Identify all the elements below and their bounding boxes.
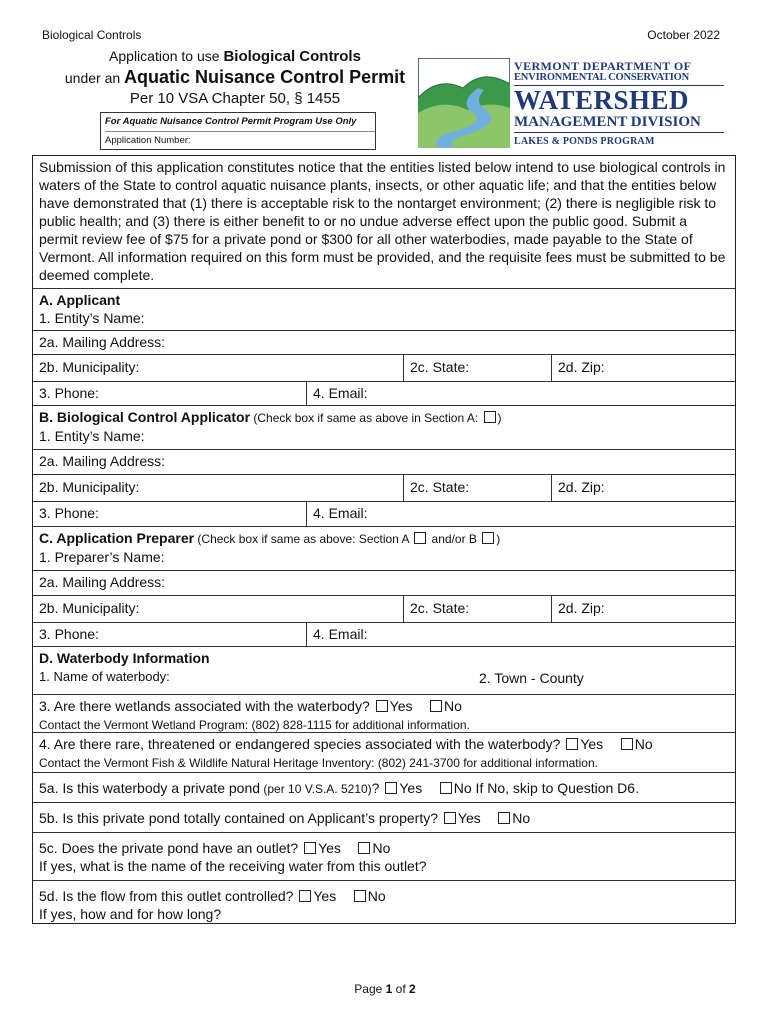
section-b-note-end: )	[497, 411, 502, 425]
species-no-label: No	[634, 736, 653, 752]
pond-contained-yes-label: Yes	[457, 810, 481, 826]
section-a-email-field[interactable]	[306, 382, 735, 405]
wetlands-no-label: No	[444, 698, 462, 714]
section-b-state-field[interactable]	[403, 475, 551, 501]
dec-logo	[418, 58, 718, 150]
section-c-name-row[interactable]	[33, 526, 735, 570]
wetlands-yes-label: Yes	[389, 698, 413, 714]
section-c-state-label: 2c. State:	[410, 600, 470, 616]
section-a-entity-name-label: 1. Entity’s Name:	[39, 310, 145, 326]
section-b-state-label: 2c. State:	[410, 479, 470, 495]
section-a-contact-row	[33, 381, 735, 405]
section-b-municipality-label: 2b. Municipality:	[39, 479, 140, 495]
title-line1-prefix: Application to use	[109, 48, 224, 64]
section-a-state-field[interactable]	[403, 355, 551, 381]
section-d-title: D. Waterbody Information	[39, 650, 210, 666]
private-pond-yes-checkbox[interactable]	[385, 782, 397, 794]
species-question: 4. Are there rare, threatened or endangered species associated with the waterbody?	[39, 736, 561, 752]
section-b-zip-label: 2d. Zip:	[558, 479, 605, 495]
section-c-state-field[interactable]	[403, 596, 551, 622]
private-pond-question: 5a. Is this waterbody a private pond	[39, 780, 261, 796]
title-line2-prefix: under an	[64, 70, 125, 86]
section-d-waterbody-row[interactable]	[33, 646, 735, 694]
pond-outlet-yes-checkbox[interactable]	[304, 842, 316, 854]
landscape-logo-icon	[418, 58, 510, 148]
section-b-title: B. Biological Control Applicator	[39, 409, 251, 425]
section-a-name-row[interactable]	[33, 288, 735, 330]
title-line2-bold: Aquatic Nuisance Control Permit	[124, 67, 406, 87]
intro-paragraph: Submission of this application constitutes notice that the entities listed below intend to use biological controls in waters of the State to control aquatic nuisance plants, insects, or other aquatic life; and that the entities below have demonstrated that (1) there is acceptable risk to the nontarget environment; (2) there is negligible risk to public health; and (3) there is either benefit to or no undue adverse effect upon the public good. Submit a permit review fee of $75 for a private pond or $300 for all other waterbodies, made payable to the State of Vermont. All information required on this form must be provided, and the requisite fees must be submitted to be deemed complete.	[39, 159, 726, 283]
section-a-email-label: 4. Email:	[313, 385, 368, 401]
section-a-state-label: 2c. State:	[410, 359, 470, 375]
species-yes-checkbox[interactable]	[566, 738, 578, 750]
town-county-number: 2.	[479, 670, 491, 686]
section-b-address-row[interactable]	[33, 449, 735, 474]
section-c-phone-field[interactable]	[33, 623, 306, 646]
section-a-address-label: 2a. Mailing Address:	[39, 334, 166, 350]
section-c-location-row	[33, 595, 735, 622]
section-b-municipality-field[interactable]	[33, 475, 403, 501]
section-c-address-label: 2a. Mailing Address:	[39, 574, 166, 590]
wetlands-no-checkbox[interactable]	[430, 700, 442, 712]
section-c-zip-label: 2d. Zip:	[558, 600, 605, 616]
pond-outlet-no-checkbox[interactable]	[358, 842, 370, 854]
section-c-note-mid: and/or B	[428, 532, 481, 546]
section-c-municipality-label: 2b. Municipality:	[39, 600, 140, 616]
header-date: October 2022	[647, 28, 720, 42]
wetlands-question: 3. Are there wetlands associated with the waterbody?	[39, 698, 370, 714]
outlet-flow-duration-prompt: If yes, how and for how long?	[39, 906, 222, 922]
section-b-contact-row	[33, 501, 735, 526]
section-a-title: A. Applicant	[39, 292, 121, 308]
header-left: Biological Controls	[42, 28, 142, 42]
wetlands-contact-note: Contact the Vermont Wetland Program: (802) 828-1115 for additional information.	[39, 718, 470, 732]
footer-prefix: Page	[354, 982, 386, 996]
section-a-municipality-label: 2b. Municipality:	[39, 359, 140, 375]
private-pond-no-label: No	[453, 780, 472, 796]
pond-contained-no-label: No	[512, 810, 531, 826]
private-pond-no-checkbox[interactable]	[440, 782, 452, 794]
section-a-location-row	[33, 354, 735, 381]
page-footer	[0, 982, 770, 996]
private-pond-question-row	[33, 772, 735, 802]
species-question-row	[33, 732, 735, 772]
outlet-flow-yes-checkbox[interactable]	[299, 890, 311, 902]
page-number: 1	[385, 982, 393, 996]
program-use-box	[100, 112, 376, 150]
wetlands-question-row	[33, 694, 735, 732]
town-county-label: Town - County	[494, 670, 584, 686]
section-c-zip-field[interactable]	[551, 596, 735, 622]
section-c-preparer-name-label: 1. Preparer’s Name:	[39, 549, 165, 565]
title-line3: Per 10 VSA Chapter 50, § 1455	[129, 90, 341, 107]
private-pond-yes-label: Yes	[399, 780, 423, 796]
section-c-same-as-b-checkbox[interactable]	[482, 532, 494, 544]
application-form	[32, 155, 736, 924]
section-c-same-as-a-checkbox[interactable]	[414, 532, 426, 544]
section-a-phone-label: 3. Phone:	[39, 385, 99, 401]
private-pond-qmark: ?	[371, 780, 380, 796]
section-b-address-label: 2a. Mailing Address:	[39, 453, 166, 469]
pond-contained-question-row	[33, 802, 735, 832]
species-no-checkbox[interactable]	[621, 738, 633, 750]
footer-of: of	[392, 982, 410, 996]
logo-line2: ENVIRONMENTAL CONSERVATION	[514, 72, 724, 86]
private-pond-skip-note: If No, skip to Question D6.	[471, 780, 639, 796]
species-yes-label: Yes	[580, 736, 604, 752]
logo-line4: MANAGEMENT DIVISION	[514, 114, 724, 133]
section-c-municipality-field[interactable]	[33, 596, 403, 622]
section-c-email-field[interactable]	[306, 623, 735, 646]
receiving-water-prompt: If yes, what is the name of the receiving water from this outlet?	[39, 858, 427, 874]
pond-outlet-no-label: No	[372, 840, 391, 856]
section-a-phone-field[interactable]	[33, 382, 306, 405]
section-b-location-row	[33, 474, 735, 501]
logo-line3: WATERSHED	[514, 85, 690, 115]
application-number-field[interactable]: Application Number:	[105, 135, 191, 146]
section-c-title: C. Application Preparer	[39, 530, 195, 546]
logo-line5: LAKES & PONDS PROGRAM	[514, 136, 655, 147]
outlet-flow-no-label: No	[367, 888, 386, 904]
pond-outlet-question: 5c. Does the private pond have an outlet?	[39, 840, 299, 856]
section-b-zip-field[interactable]	[551, 475, 735, 501]
pond-contained-yes-checkbox[interactable]	[444, 812, 456, 824]
program-use-label: For Aquatic Nuisance Control Permit Program Use Only	[105, 113, 375, 132]
title-line1-bold: Biological Controls	[223, 48, 361, 65]
outlet-flow-no-checkbox[interactable]	[354, 890, 366, 902]
pond-outlet-question-row	[33, 832, 735, 880]
page-total: 2	[409, 982, 416, 996]
section-b-note: (Check box if same as above in Section A:	[250, 411, 482, 425]
section-c-address-row[interactable]	[33, 570, 735, 595]
outlet-flow-yes-label: Yes	[313, 888, 337, 904]
section-b-email-label: 4. Email:	[313, 505, 368, 521]
pond-contained-no-checkbox[interactable]	[498, 812, 510, 824]
species-contact-note: Contact the Vermont Fish & Wildlife Natural Heritage Inventory: (802) 241-3700 for additional information.	[39, 756, 598, 770]
section-c-contact-row	[33, 622, 735, 646]
section-c-phone-label: 3. Phone:	[39, 626, 99, 642]
pond-contained-question: 5b. Is this private pond totally contained on Applicant’s property?	[39, 810, 438, 826]
section-c-note: (Check box if same as above: Section A	[194, 532, 413, 546]
section-b-phone-label: 3. Phone:	[39, 505, 99, 521]
section-a-zip-field[interactable]	[551, 355, 735, 381]
section-c-email-label: 4. Email:	[313, 626, 368, 642]
pond-outlet-yes-label: Yes	[318, 840, 341, 856]
section-c-note-end: )	[496, 532, 501, 546]
section-b-email-field[interactable]	[306, 502, 735, 526]
waterbody-name-label: 1. Name of waterbody:	[39, 669, 170, 684]
section-a-municipality-field[interactable]	[33, 355, 403, 381]
section-b-name-row[interactable]	[33, 405, 735, 449]
outlet-flow-question-row	[33, 880, 735, 923]
section-a-zip-label: 2d. Zip:	[558, 359, 605, 375]
section-b-phone-field[interactable]	[33, 502, 306, 526]
form-title	[40, 48, 430, 107]
private-pond-statute: (per 10 V.S.A. 5210)	[260, 782, 372, 796]
wetlands-yes-checkbox[interactable]	[376, 700, 388, 712]
section-b-entity-name-label: 1. Entity’s Name:	[39, 428, 145, 444]
outlet-flow-question: 5d. Is the flow from this outlet controlled?	[39, 888, 294, 904]
section-b-same-as-a-checkbox[interactable]	[484, 411, 496, 423]
logo-line1: VERMONT DEPARTMENT OF	[514, 59, 692, 73]
section-a-address-row[interactable]	[33, 330, 735, 354]
